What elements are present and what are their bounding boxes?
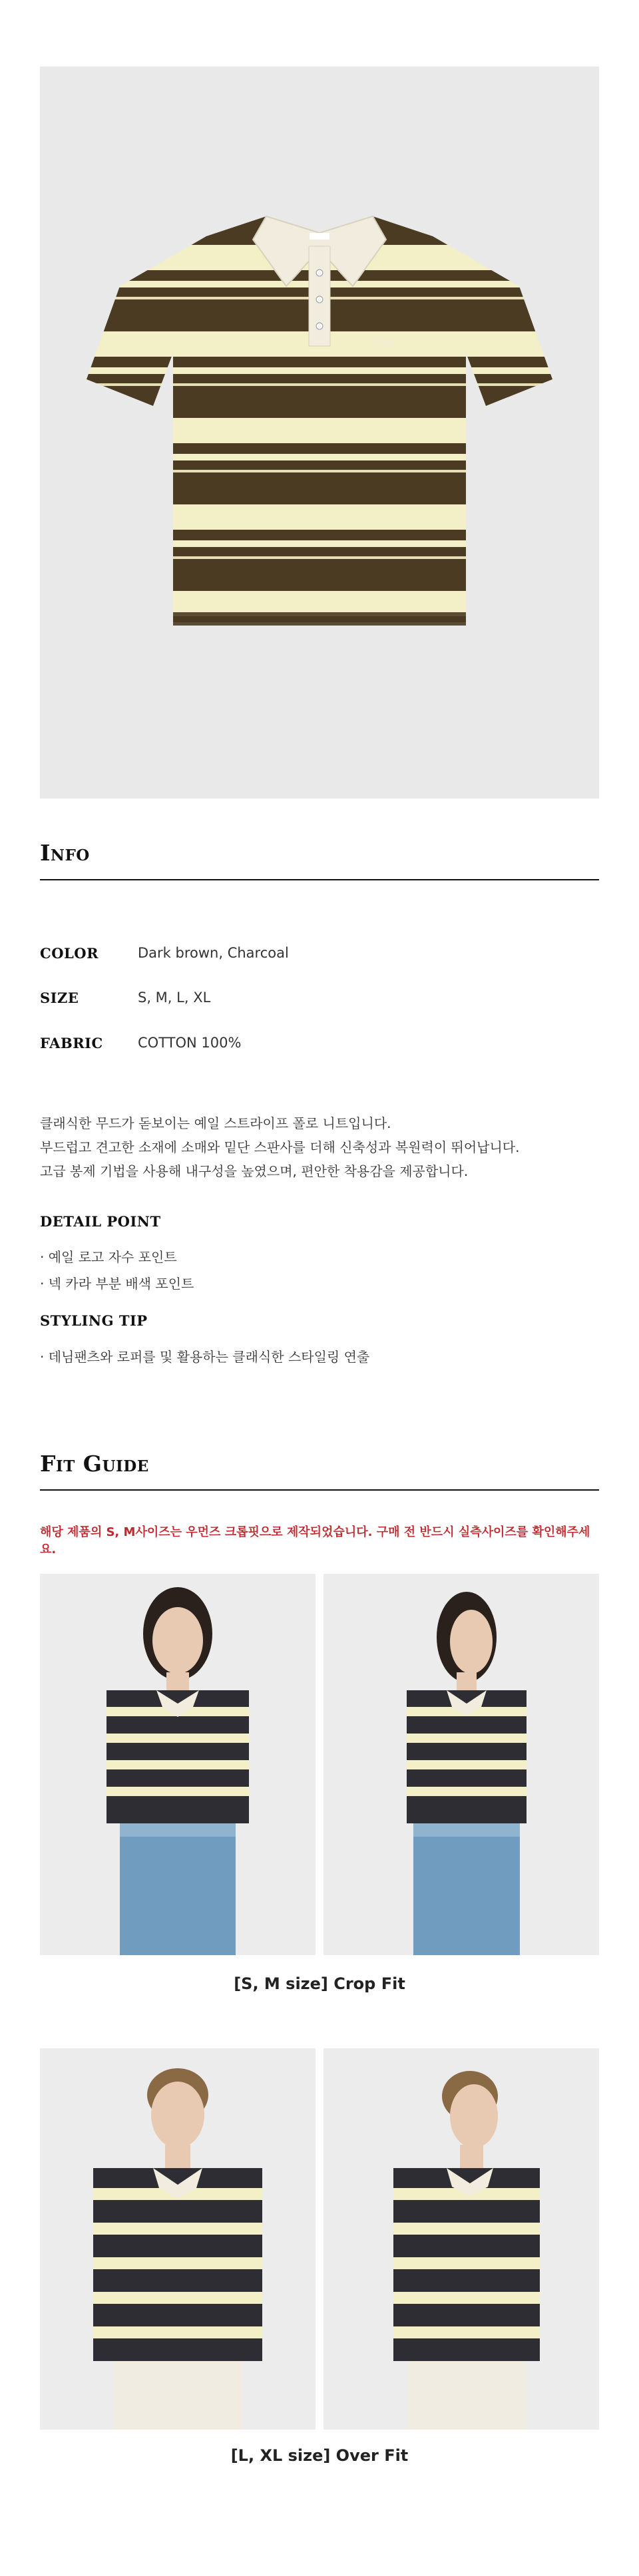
fit-guide-title: Fit Guide <box>40 1451 149 1477</box>
styling-tip-title: STYLING TIP <box>40 1312 148 1329</box>
polo-shirt-illustration <box>40 67 599 799</box>
description-line: 부드럽고 견고한 소재에 소매와 밑단 스판사를 더해 신축성과 복원력이 뛰어납니다. <box>40 1139 520 1155</box>
spec-fabric-value: COTTON 100% <box>138 1035 242 1051</box>
spec-color-label: COLOR <box>40 945 99 962</box>
detail-point-item: · 넥 카라 부분 배색 포인트 <box>40 1276 194 1292</box>
info-divider <box>40 879 599 880</box>
description-line: 고급 봉제 기법을 사용해 내구성을 높였으며, 편안한 착용감을 제공합니다. <box>40 1163 469 1179</box>
over-fit-front-photo <box>40 2048 316 2430</box>
svg-text:Yale: Yale <box>373 336 395 349</box>
spec-fabric-label: FABRIC <box>40 1035 103 1051</box>
over-fit-caption: [L, XL size] Over Fit <box>230 2446 409 2465</box>
crop-fit-caption: [S, M size] Crop Fit <box>234 1974 405 1993</box>
spec-color-value: Dark brown, Charcoal <box>138 945 289 961</box>
crop-fit-side-photo <box>323 1574 599 1955</box>
detail-point-title: DETAIL POINT <box>40 1213 161 1230</box>
product-image <box>40 67 599 799</box>
crop-fit-front-photo <box>40 1574 316 1955</box>
fit-notice: 해당 제품의 S, M사이즈는 우먼즈 크롭핏으로 제작되었습니다. 구매 전 반드시 실측사이즈를 확인해주세요. <box>40 1525 590 1557</box>
detail-point-item: · 예일 로고 자수 포인트 <box>40 1249 177 1265</box>
spec-size-value: S, M, L, XL <box>138 990 211 1006</box>
info-title: Info <box>40 840 90 866</box>
product-description <box>40 1111 599 1183</box>
spec-size-label: SIZE <box>40 990 79 1006</box>
description-line: 클래식한 무드가 돋보이는 예일 스트라이프 폴로 니트입니다. <box>40 1115 391 1131</box>
over-fit-side-photo <box>323 2048 599 2430</box>
styling-tip-item: · 데님팬츠와 로퍼를 및 활용하는 클래식한 스타일링 연출 <box>40 1349 370 1365</box>
fit-guide-divider <box>40 1489 599 1491</box>
